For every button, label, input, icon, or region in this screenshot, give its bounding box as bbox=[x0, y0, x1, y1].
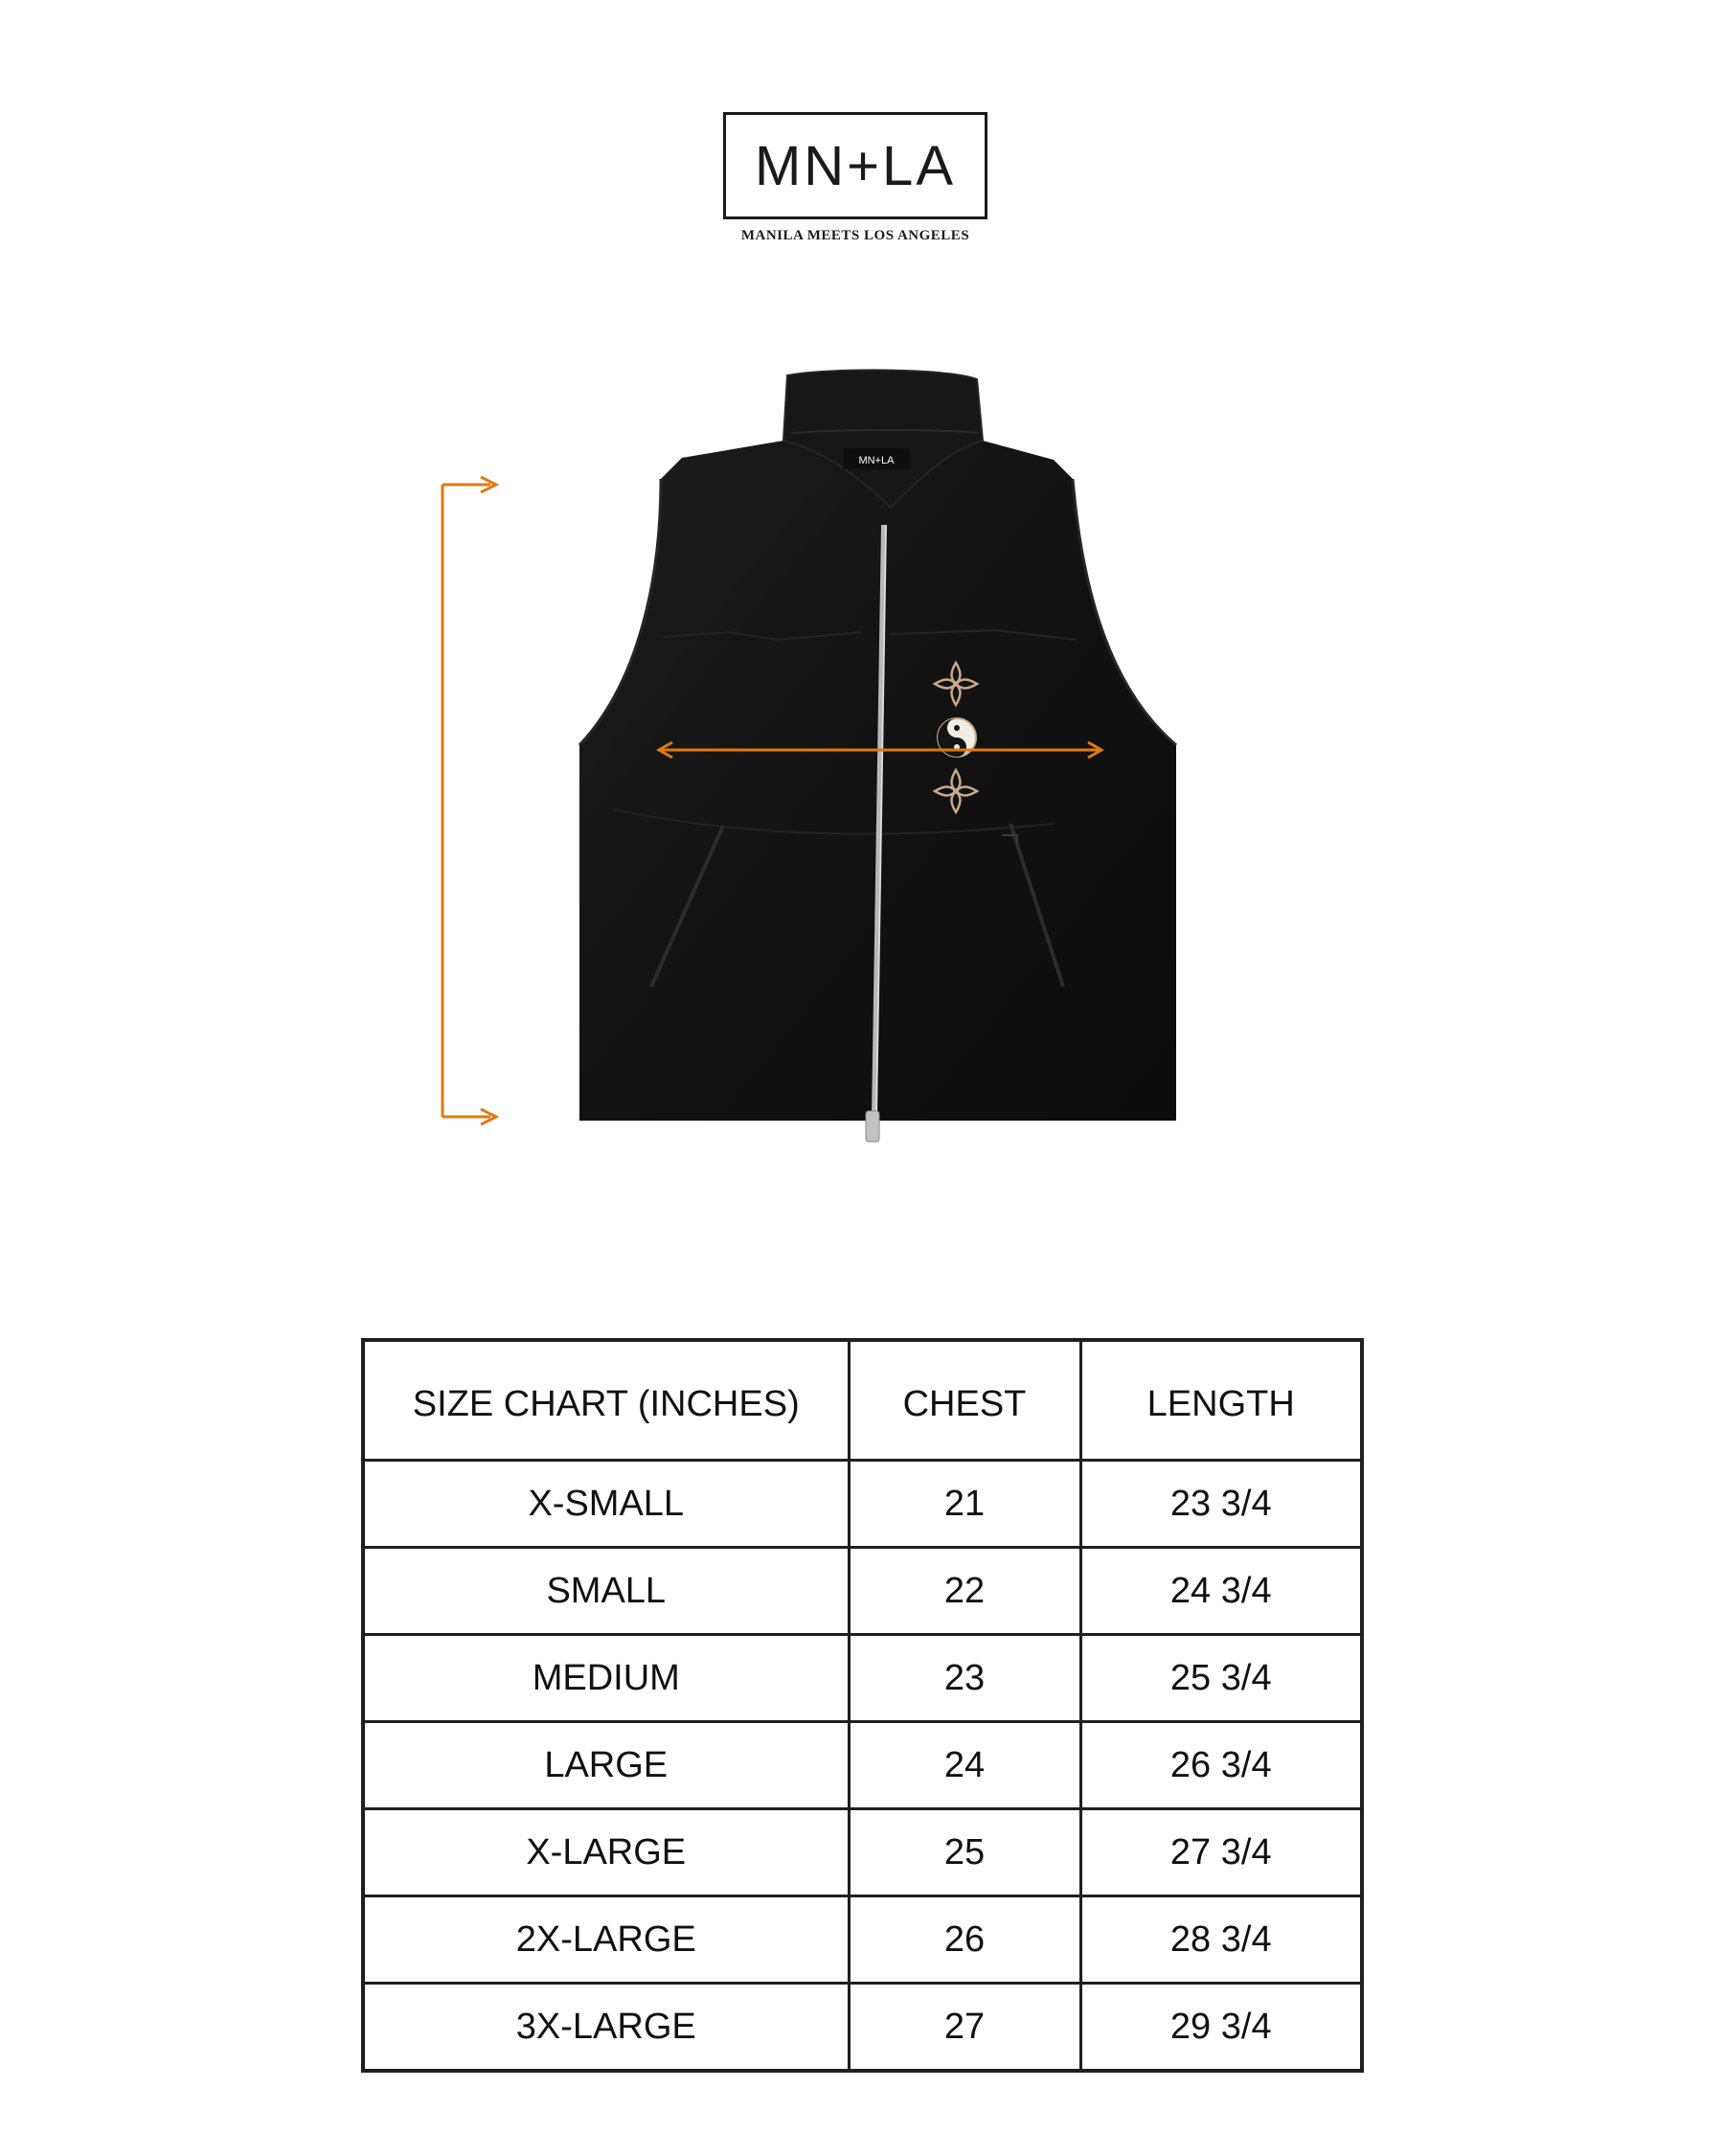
chest-cell: 21 bbox=[849, 1461, 1080, 1548]
length-cell: 24 3/4 bbox=[1080, 1548, 1362, 1635]
length-cell: 27 3/4 bbox=[1080, 1809, 1362, 1896]
table-row bbox=[363, 1984, 1362, 2072]
chest-cell: 25 bbox=[849, 1809, 1080, 1896]
size-cell: 3X-LARGE bbox=[363, 1984, 849, 2072]
size-cell: MEDIUM bbox=[363, 1635, 849, 1722]
header-chest: CHEST bbox=[849, 1340, 1080, 1461]
length-cell: 26 3/4 bbox=[1080, 1722, 1362, 1809]
chest-cell: 22 bbox=[849, 1548, 1080, 1635]
length-measure-guide bbox=[442, 477, 496, 1124]
brand-logo bbox=[723, 112, 987, 219]
length-cell: 25 3/4 bbox=[1080, 1635, 1362, 1722]
zipper-pull bbox=[866, 1111, 879, 1142]
table-row bbox=[363, 1722, 1362, 1809]
table-row bbox=[363, 1461, 1362, 1548]
size-cell: X-LARGE bbox=[363, 1809, 849, 1896]
header-size: SIZE CHART (INCHES) bbox=[363, 1340, 849, 1461]
vest-illustration bbox=[421, 364, 1207, 1188]
chest-cell: 23 bbox=[849, 1635, 1080, 1722]
size-cell: 2X-LARGE bbox=[363, 1896, 849, 1984]
size-chart-table bbox=[361, 1338, 1364, 2073]
header-length: LENGTH bbox=[1080, 1340, 1362, 1461]
length-cell: 23 3/4 bbox=[1080, 1461, 1362, 1548]
size-chart-header-row bbox=[363, 1340, 1362, 1461]
size-cell: X-SMALL bbox=[363, 1461, 849, 1548]
chest-cell: 26 bbox=[849, 1896, 1080, 1984]
size-cell: LARGE bbox=[363, 1722, 849, 1809]
table-row bbox=[363, 1635, 1362, 1722]
brand-tagline: MANILA MEETS LOS ANGELES bbox=[740, 228, 970, 243]
collar-label: MN+LA bbox=[858, 455, 895, 466]
table-row bbox=[363, 1896, 1362, 1984]
table-row bbox=[363, 1809, 1362, 1896]
table-row bbox=[363, 1548, 1362, 1635]
chest-cell: 24 bbox=[849, 1722, 1080, 1809]
length-cell: 28 3/4 bbox=[1080, 1896, 1362, 1984]
brand-logo-text: MN+LA bbox=[754, 134, 956, 197]
length-cell: 29 3/4 bbox=[1080, 1984, 1362, 2072]
size-cell: SMALL bbox=[363, 1548, 849, 1635]
chest-cell: 27 bbox=[849, 1984, 1080, 2072]
